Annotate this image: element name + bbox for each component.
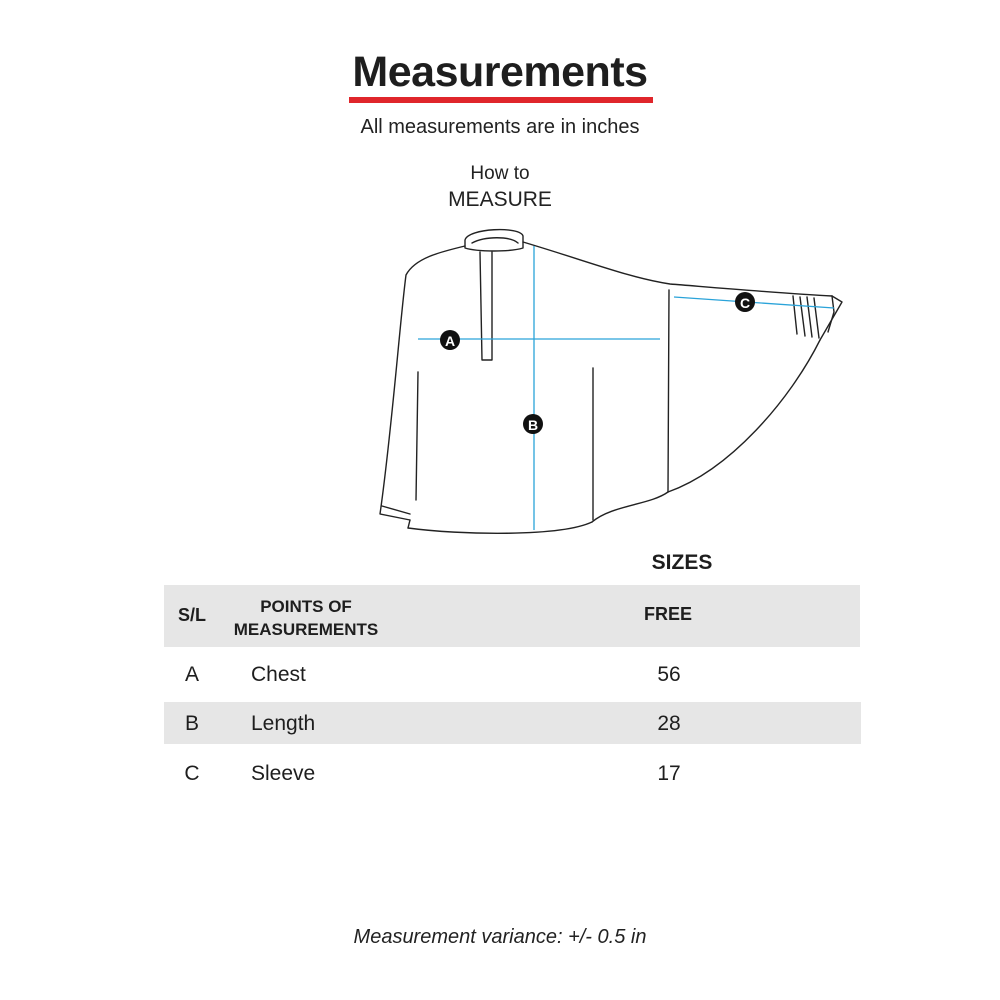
table-header — [164, 585, 860, 647]
row-value: 28 — [657, 712, 681, 735]
measure-line: MEASURE — [448, 188, 552, 211]
row-value: 17 — [657, 762, 681, 785]
row-point-name: Sleeve — [251, 762, 316, 785]
marker-c-label: C — [739, 295, 751, 311]
row-point-name: Chest — [251, 663, 306, 686]
table-row — [164, 702, 861, 744]
table-row — [164, 752, 861, 794]
row-value: 56 — [657, 663, 681, 686]
row-sl: A — [184, 663, 199, 686]
page-title: Measurements — [352, 48, 648, 96]
marker-a-label: A — [444, 333, 456, 349]
row-point-name: Length — [251, 712, 316, 735]
header-sl: S/L — [178, 605, 207, 625]
table-row — [164, 653, 861, 695]
header-size-free: FREE — [643, 604, 692, 624]
row-sl: C — [184, 762, 200, 785]
how-to-line: How to — [470, 163, 530, 184]
header-points-line1: POINTS OF — [260, 597, 352, 616]
units-note: All measurements are in inches — [360, 116, 640, 138]
garment-outline — [380, 230, 842, 534]
marker-b — [523, 414, 543, 434]
sizes-heading: SIZES — [651, 551, 713, 574]
marker-a — [440, 330, 460, 350]
header-points-of-measurements — [228, 595, 384, 641]
header-points-line2: MEASUREMENTS — [233, 620, 379, 639]
row-sl: B — [184, 712, 199, 735]
variance-note: Measurement variance: +/- 0.5 in — [353, 926, 647, 948]
marker-b-label: B — [527, 417, 539, 433]
marker-c — [735, 292, 755, 312]
title-underline — [349, 97, 653, 103]
garment-diagram — [370, 225, 850, 545]
how-to-measure-heading — [0, 161, 1000, 213]
